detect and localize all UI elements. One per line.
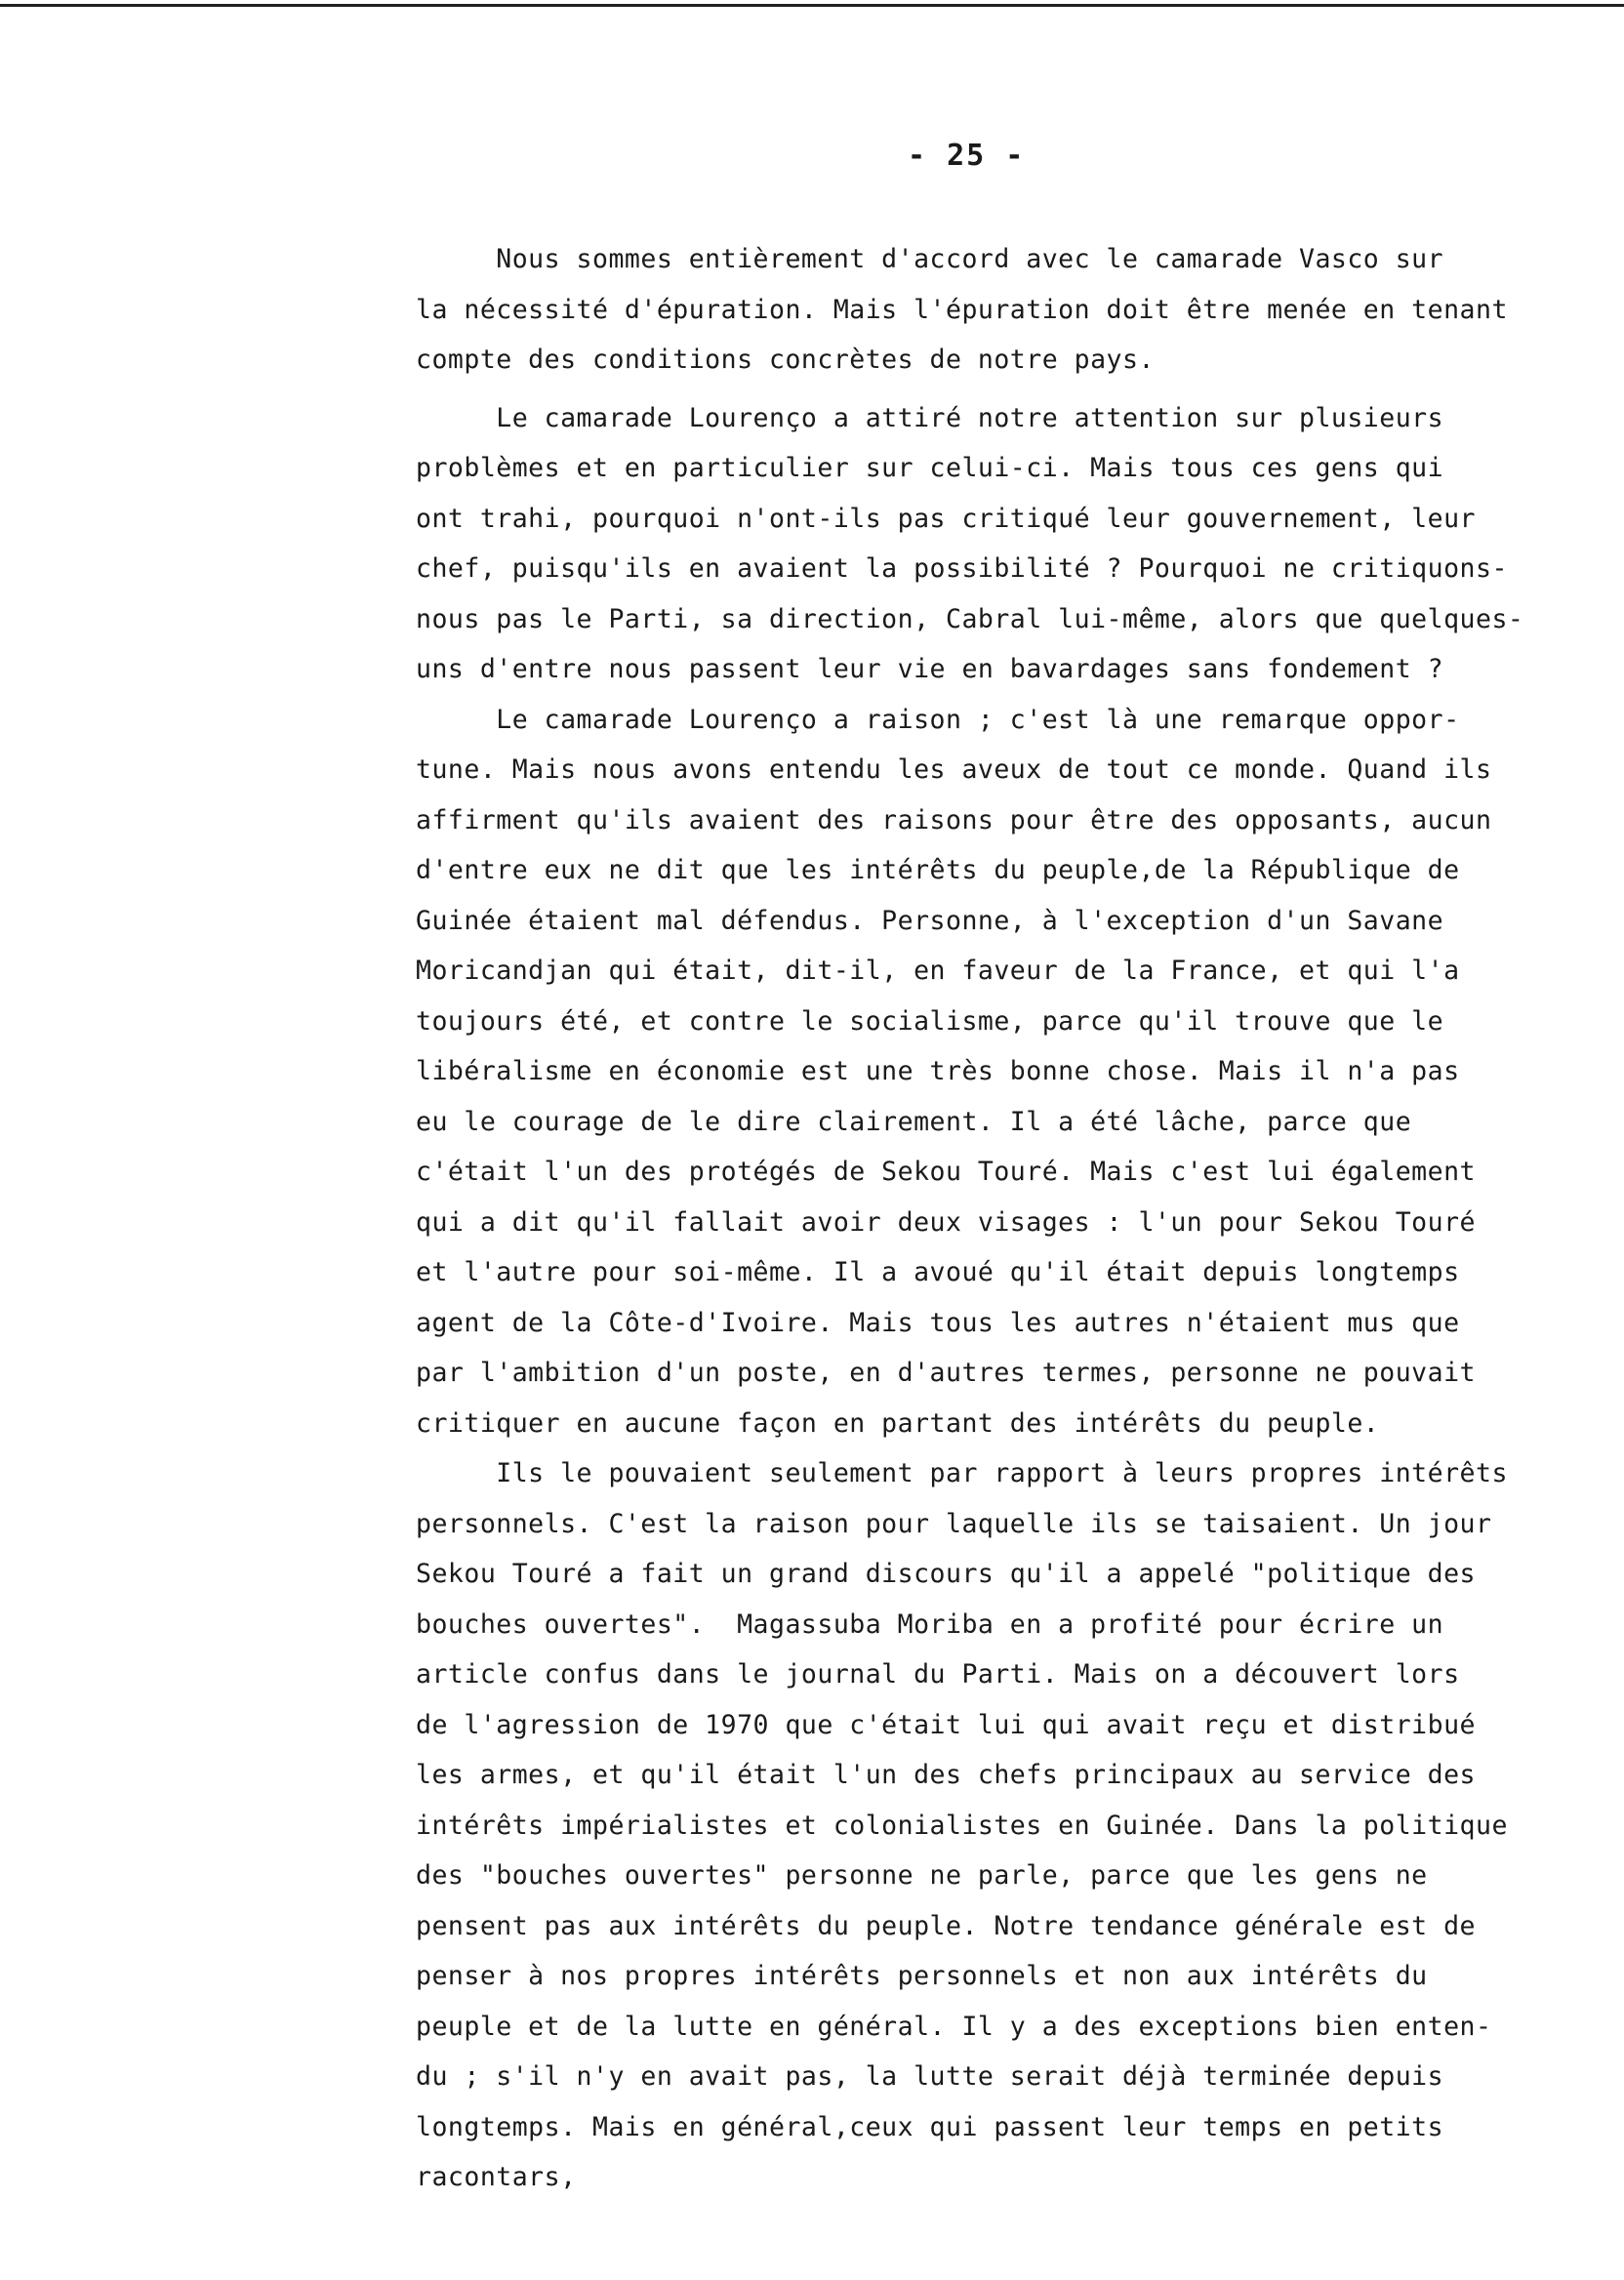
paragraph-2 xyxy=(416,393,1587,695)
text-line: article confus dans le journal du Parti. Mais on a découvert lors xyxy=(416,1659,1460,1690)
text-line: peuple et de la lutte en général. Il y a des exceptions bien enten- xyxy=(416,2011,1492,2042)
text-line: Sekou Touré a fait un grand discours qu'il a appelé "politique des xyxy=(416,1559,1476,1589)
text-line: Nous sommes entièrement d'accord avec le camarade Vasco sur xyxy=(416,244,1444,274)
text-line: racontars, xyxy=(416,2162,577,2192)
body-text xyxy=(416,234,1587,2203)
text-line: d'entre eux ne dit que les intérêts du peuple,de la République de xyxy=(416,855,1460,885)
text-line: du ; s'il n'y en avait pas, la lutte serait déjà terminée depuis xyxy=(416,2061,1444,2092)
text-line: c'était l'un des protégés de Sekou Touré. Mais c'est lui également xyxy=(416,1157,1476,1187)
paragraph-gap xyxy=(416,386,1587,393)
text-line: Ils le pouvaient seulement par rapport à leurs propres intérêts xyxy=(416,1458,1508,1488)
text-line: Le camarade Lourenço a attiré notre attention sur plusieurs xyxy=(416,402,1444,433)
top-edge-rule xyxy=(0,4,1624,7)
text-line: qui a dit qu'il fallait avoir deux visages : l'un pour Sekou Touré xyxy=(416,1206,1476,1238)
text-line: et l'autre pour soi-même. Il a avoué qu'il était depuis longtemps xyxy=(416,1257,1460,1287)
text-line: Le camarade Lourenço a raison ; c'est là une remarque oppor- xyxy=(416,704,1460,735)
text-line: intérêts impérialistes et colonialistes en Guinée. Dans la politique xyxy=(416,1810,1508,1841)
text-line: des "bouches ouvertes" personne ne parle, parce que les gens ne xyxy=(416,1860,1428,1891)
paragraph-1 xyxy=(416,234,1587,386)
text-line: agent de la Côte-d'Ivoire. Mais tous les autres n'étaient mus que xyxy=(416,1307,1460,1338)
page-number: - 25 - xyxy=(908,139,1026,173)
text-line: libéralisme en économie est une très bonne chose. Mais il n'a pas xyxy=(416,1056,1460,1086)
text-line: eu le courage de le dire clairement. Il a été lâche, parce que xyxy=(416,1106,1412,1137)
text-line: nous pas le Parti, sa direction, Cabral lui-même, alors que quelques- xyxy=(416,603,1524,634)
text-line: tune. Mais nous avons entendu les aveux de tout ce monde. Quand ils xyxy=(416,754,1492,785)
text-line: affirment qu'ils avaient des raisons pour être des opposants, aucun xyxy=(416,804,1492,835)
text-line: critiquer en aucune façon en partant des intérêts du peuple. xyxy=(416,1407,1380,1439)
text-line: la nécessité d'épuration. Mais l'épuration doit être menée en tenant xyxy=(416,294,1508,325)
text-line: compte des conditions concrètes de notre pays. xyxy=(416,345,1155,375)
text-line: Moricandjan qui était, dit-il, en faveur de la France, et qui l'a xyxy=(416,956,1460,986)
text-line: bouches ouvertes". Magassuba Moriba en a profité pour écrire un xyxy=(416,1608,1444,1640)
text-line: personnels. C'est la raison pour laquelle ils se taisaient. Un jour xyxy=(416,1508,1492,1539)
paragraph-4 xyxy=(416,1448,1587,2203)
text-line: chef, puisqu'ils en avaient la possibilité ? Pourquoi ne critiquons- xyxy=(416,553,1508,584)
text-line: toujours été, et contre le socialisme, parce qu'il trouve que le xyxy=(416,1005,1444,1037)
text-line: longtemps. Mais en général,ceux qui passent leur temps en petits xyxy=(416,2111,1444,2142)
text-line: Guinée étaient mal défendus. Personne, à l'exception d'un Savane xyxy=(416,905,1444,936)
text-line: ont trahi, pourquoi n'ont-ils pas critiqué leur gouvernement, leur xyxy=(416,503,1476,534)
paragraph-3 xyxy=(416,695,1587,1449)
text-line: les armes, et qu'il était l'un des chefs principaux au service des xyxy=(416,1760,1476,1790)
text-line: uns d'entre nous passent leur vie en bavardages sans fondement ? xyxy=(416,654,1444,684)
text-line: problèmes et en particulier sur celui-ci. Mais tous ces gens qui xyxy=(416,453,1444,483)
text-line: pensent pas aux intérêts du peuple. Notre tendance générale est de xyxy=(416,1910,1476,1941)
text-line: par l'ambition d'un poste, en d'autres termes, personne ne pouvait xyxy=(416,1358,1476,1388)
text-line: penser à nos propres intérêts personnels et non aux intérêts du xyxy=(416,1961,1428,1991)
text-line: de l'agression de 1970 que c'était lui qui avait reçu et distribué xyxy=(416,1709,1476,1740)
